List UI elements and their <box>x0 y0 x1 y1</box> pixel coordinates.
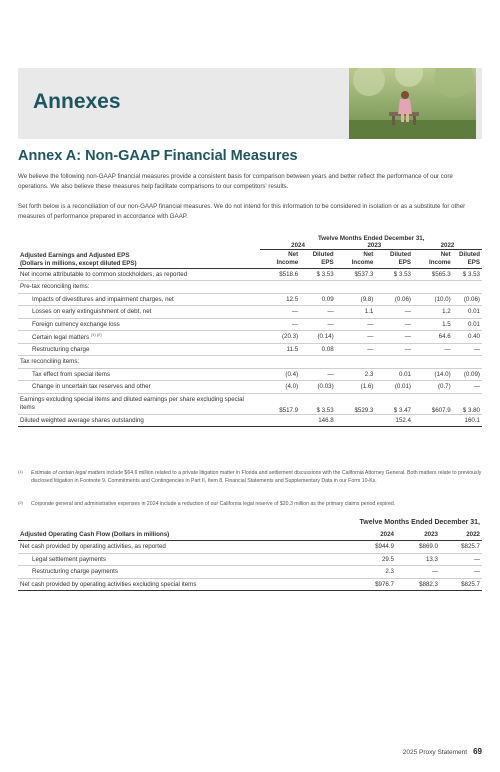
section-banner <box>18 68 482 139</box>
table-row <box>18 356 482 369</box>
cell-value: (0.09) <box>453 368 482 381</box>
table-header-label: Adjusted Earnings and Adjusted EPS <box>20 251 130 259</box>
cell-value: 0.40 <box>453 331 482 344</box>
column-header: EPS <box>321 258 334 266</box>
table-row <box>18 578 482 591</box>
table-row <box>18 368 482 381</box>
cell-value: — <box>300 306 336 319</box>
page-number: 69 <box>473 747 482 756</box>
cell-value: $ 3.47 <box>375 393 413 414</box>
cell-value: (20.3) <box>260 331 300 344</box>
row-label: Losses on early extinguishment of debt, net <box>18 306 260 319</box>
period-header: Twelve Months Ended December 31, <box>359 518 480 526</box>
section-title: Annex A: Non-GAAP Financial Measures <box>18 148 298 164</box>
table-header-label: Adjusted Operating Cash Flow (Dollars in millions) <box>18 528 348 541</box>
table-row <box>18 268 482 281</box>
reconciliation-paragraph: Set forth below is a reconciliation of our non-GAAP financial measures. We do not intend for this information to be considered in isolation or as a substitute for other measures of performance prepared in accordance with GAAP. <box>18 203 466 220</box>
cell-value: $ 3.53 <box>300 393 336 414</box>
cell-value: — <box>375 331 413 344</box>
row-label: Impacts of divestitures and impairment charges, net <box>18 293 260 306</box>
cell-value: $ 3.53 <box>300 268 336 281</box>
row-label: Earnings excluding special items and diluted earnings per share excluding special items <box>18 393 260 414</box>
cell-value: $ 3.53 <box>375 268 413 281</box>
cell-value: — <box>453 381 482 394</box>
cell-value: $607.9 <box>413 393 453 414</box>
row-label: Change in uncertain tax reserves and other <box>18 381 260 394</box>
cell-value: — <box>260 306 300 319</box>
row-label: Net cash provided by operating activities, as reported <box>18 541 348 554</box>
cell-value: $517.9 <box>260 393 300 414</box>
cell-value: (0.03) <box>300 381 336 394</box>
column-header: Income <box>351 258 374 266</box>
footnote-text: include $64.6 million related to a private litigation matter in Florida and settlement discussions with the California Attorney General. Both matters relate to previously disclosed litigation in Footnote 9. Commitments and Contingencies in Part II, Item 8. Financial Statements and Supplementary Data in our Form 10-Ks. <box>31 470 482 484</box>
cell-value: (10.0) <box>413 293 453 306</box>
column-header: Income <box>429 258 451 266</box>
cell-value: $976.7 <box>348 578 396 591</box>
footnote-marker: (2) <box>18 500 23 505</box>
cell-value: — <box>375 343 413 356</box>
cell-value: 64.6 <box>413 331 453 344</box>
cell-value: (0.01) <box>375 381 413 394</box>
banner-title: Annexes <box>33 90 121 113</box>
cell-value: (0.06) <box>453 293 482 306</box>
cell-value: — <box>440 566 482 579</box>
table-row <box>18 541 482 554</box>
table-row <box>18 381 482 394</box>
cell-value: — <box>375 318 413 331</box>
cell-value: (4.0) <box>260 381 300 394</box>
table-header-sublabel: (Dollars in millions, except diluted EPS) <box>20 259 137 267</box>
row-label: Foreign currency exchange loss <box>18 318 260 331</box>
cell-value: — <box>336 343 376 356</box>
row-label: Legal settlement payments <box>18 553 348 566</box>
cell-value: 0.01 <box>453 318 482 331</box>
intro-paragraph: We believe the following non-GAAP financial measures provide a consistent basis for comparison between years and better reflect the performance of our core operations. We also believe these measures help facilitate comparisons to our competitors' results. <box>18 173 453 190</box>
table-row <box>18 414 482 427</box>
column-header: Diluted <box>459 250 480 258</box>
table-row <box>18 393 482 414</box>
page-footer <box>403 747 482 756</box>
year-header: 2023 <box>336 242 413 250</box>
adjusted-cash-flow-table <box>18 516 482 591</box>
cell-value: 0.01 <box>375 368 413 381</box>
cell-value: (0.7) <box>413 381 453 394</box>
cell-value: $537.3 <box>336 268 376 281</box>
year-header: 2022 <box>413 242 482 250</box>
cell-value: $565.3 <box>413 268 453 281</box>
cell-value: 29.5 <box>348 553 396 566</box>
footnote-text: Corporate general and administrative expenses in 2024 include a reduction of our California legal reserve of $20.3 million as the primary claims period expired. <box>31 501 396 507</box>
column-header: EPS <box>467 258 480 266</box>
cell-value: (0.14) <box>300 331 336 344</box>
table-row <box>18 306 482 319</box>
cell-value: 1.2 <box>413 306 453 319</box>
column-header: Net <box>288 250 299 258</box>
cell-value: 146.8 <box>260 414 335 427</box>
table-row <box>18 566 482 579</box>
cell-value: (9.8) <box>336 293 376 306</box>
row-label: Restructuring charge <box>18 343 260 356</box>
cell-value: 2.3 <box>348 566 396 579</box>
cell-value: $825.7 <box>440 541 482 554</box>
cell-value: $882.3 <box>396 578 440 591</box>
cell-value: — <box>440 553 482 566</box>
table-row <box>18 553 482 566</box>
table-row <box>18 331 482 344</box>
cell-value: 0.08 <box>300 343 336 356</box>
row-label: Certain legal matters <box>32 334 90 342</box>
row-label: Restructuring charge payments <box>18 566 348 579</box>
row-label: Net income attributable to common stockholders, as reported <box>18 268 260 281</box>
cell-value: 1.1 <box>336 306 376 319</box>
cell-value: 0.09 <box>300 293 336 306</box>
cell-value: — <box>413 343 453 356</box>
banner-photo <box>349 68 476 139</box>
cell-value: 12.5 <box>260 293 300 306</box>
year-header: 2023 <box>396 528 440 541</box>
cell-value: $869.0 <box>396 541 440 554</box>
column-header: Diluted <box>312 250 334 258</box>
table-row <box>18 343 482 356</box>
cell-value: — <box>396 566 440 579</box>
year-header: 2024 <box>348 528 396 541</box>
adjusted-earnings-table <box>18 235 482 427</box>
footer-text: 2025 Proxy Statement <box>402 749 468 756</box>
cell-value: (1.6) <box>336 381 376 394</box>
footnote-marker: (1) <box>18 469 23 474</box>
cell-value: — <box>300 368 336 381</box>
row-label: Pre-tax reconciling items: <box>18 281 260 294</box>
cell-value: — <box>260 318 300 331</box>
cell-value: (0.06) <box>375 293 413 306</box>
column-header: Income <box>276 258 299 266</box>
cell-value: $944.9 <box>348 541 396 554</box>
column-header: Net <box>440 250 451 258</box>
cell-value: — <box>453 343 482 356</box>
footnote <box>18 500 482 508</box>
cell-value: $ 3.53 <box>453 268 482 281</box>
table-row <box>18 281 482 294</box>
cell-value: (0.4) <box>260 368 300 381</box>
row-label: Net cash provided by operating activities excluding special items <box>18 578 348 591</box>
year-header: 2024 <box>260 242 335 250</box>
cell-value: $825.7 <box>440 578 482 591</box>
table-row <box>18 293 482 306</box>
row-label: Tax effect from special items <box>18 368 260 381</box>
footnote <box>18 469 482 485</box>
cell-value: — <box>336 318 376 331</box>
cell-value: $518.6 <box>260 268 300 281</box>
cell-value: 13.3 <box>396 553 440 566</box>
cell-value: (14.0) <box>413 368 453 381</box>
cell-value: — <box>375 306 413 319</box>
cell-value: 2.3 <box>336 368 376 381</box>
table-row <box>18 318 482 331</box>
column-header: Net <box>363 250 374 258</box>
row-label: Tax reconciling items: <box>18 356 260 369</box>
row-label: Diluted weighted average shares outstanding <box>18 414 260 427</box>
year-header: 2022 <box>440 528 482 541</box>
cell-value: — <box>336 331 376 344</box>
cell-value: 152.4 <box>336 414 413 427</box>
cell-value: — <box>300 318 336 331</box>
cell-value: $ 3.80 <box>453 393 482 414</box>
cell-value: 11.5 <box>260 343 300 356</box>
footnote-reference: (1) (2) <box>90 332 102 338</box>
period-header: Twelve Months Ended December 31, <box>317 235 425 242</box>
cell-value: 0.01 <box>453 306 482 319</box>
cell-value: 160.1 <box>413 414 482 427</box>
column-header: EPS <box>398 258 411 266</box>
cell-value: 1.5 <box>413 318 453 331</box>
cell-value: $529.3 <box>336 393 376 414</box>
footnote-lead: Estimate of certain legal matters <box>31 470 106 476</box>
column-header: Diluted <box>390 250 411 258</box>
